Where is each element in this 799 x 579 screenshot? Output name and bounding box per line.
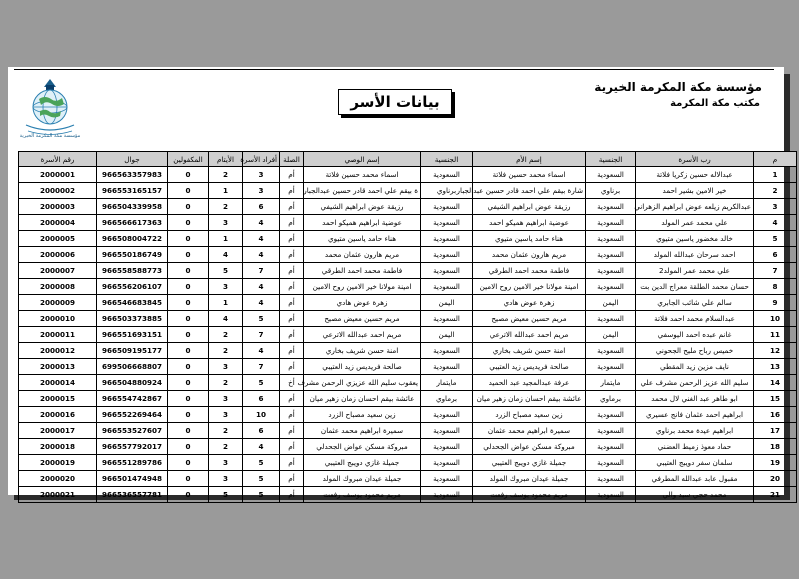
cell-head-of-family: عبدالسلام محمد احمد فلاتة	[636, 311, 754, 327]
cell-relation: أخ	[280, 375, 304, 391]
cell-family-members: 10	[243, 407, 280, 423]
cell-mother-name: فاطمة محمد احمد الطرقي	[473, 263, 586, 279]
table-row	[19, 471, 797, 487]
cell-mother-nationality: السعودية	[421, 247, 473, 263]
cell-orphans: 5	[209, 263, 243, 279]
cell-relation: أم	[280, 407, 304, 423]
col-header-family-members: أفراد الأسرة	[243, 152, 280, 167]
cell-relation: أم	[280, 263, 304, 279]
table-row	[19, 407, 797, 423]
cell-mother-name: هناء حامد ياسين متيوي	[473, 231, 586, 247]
table-row	[19, 279, 797, 295]
cell-head-of-family: محمد حجي سيد والي	[636, 487, 754, 503]
cell-index: 15	[754, 391, 797, 407]
cell-relation: أم	[280, 231, 304, 247]
cell-index: 1	[754, 167, 797, 183]
globe-emblem-icon	[20, 77, 80, 139]
cell-relation: أم	[280, 215, 304, 231]
cell-sponsored: 0	[168, 167, 209, 183]
cell-nationality: السعودية	[586, 215, 636, 231]
cell-guardian-name: زين سعيد مصباح الزرد	[304, 407, 421, 423]
cell-head-of-family: مقبول عابد عبدالله المطرفي	[636, 471, 754, 487]
cell-nationality: اليمن	[586, 327, 636, 343]
cell-relation: أم	[280, 279, 304, 295]
cell-orphans: 2	[209, 199, 243, 215]
cell-orphans: 3	[209, 407, 243, 423]
cell-head-of-family: احمد سرحان عبدالله المولد	[636, 247, 754, 263]
cell-mobile: 966553527607	[97, 423, 168, 439]
cell-family-number: 2000019	[19, 455, 97, 471]
table-row	[19, 359, 797, 375]
cell-index: 4	[754, 215, 797, 231]
cell-sponsored: 0	[168, 359, 209, 375]
cell-mother-nationality: برناوي	[421, 183, 473, 199]
cell-mobile: 699506668807	[97, 359, 168, 375]
cell-family-number: 2000011	[19, 327, 97, 343]
cell-relation: أم	[280, 183, 304, 199]
cell-family-members: 6	[243, 391, 280, 407]
cell-orphans: 3	[209, 359, 243, 375]
cell-head-of-family: خير الامين بشير احمد	[636, 183, 754, 199]
cell-family-number: 2000014	[19, 375, 97, 391]
col-header-mobile: جوال	[97, 152, 168, 167]
cell-head-of-family: عبدالاله حسين زكريا فلاتة	[636, 167, 754, 183]
cell-family-number: 2000009	[19, 295, 97, 311]
cell-orphans: 5	[209, 487, 243, 503]
table-row	[19, 263, 797, 279]
cell-relation: أم	[280, 247, 304, 263]
cell-family-members: 4	[243, 439, 280, 455]
cell-family-members: 4	[243, 247, 280, 263]
families-table	[18, 151, 797, 503]
col-header-relation: الصلة	[280, 152, 304, 167]
cell-head-of-family: سليم الله عزيز الرحمن مشرف علي	[636, 375, 754, 391]
cell-head-of-family: خميس رباح مليح الجحوني	[636, 343, 754, 359]
cell-sponsored: 0	[168, 407, 209, 423]
cell-family-members: 4	[243, 231, 280, 247]
cell-mobile: 966550186749	[97, 247, 168, 263]
cell-index: 12	[754, 343, 797, 359]
table-row	[19, 311, 797, 327]
cell-mother-nationality: السعودية	[421, 407, 473, 423]
cell-index: 3	[754, 199, 797, 215]
cell-head-of-family: سلمان سفر دويبج العتيبي	[636, 455, 754, 471]
cell-nationality: السعودية	[586, 231, 636, 247]
cell-guardian-name: مريم احمد عبدالله الاترعي	[304, 327, 421, 343]
cell-sponsored: 0	[168, 391, 209, 407]
cell-guardian-name: سميرة ابراهيم محمد عثمان	[304, 423, 421, 439]
cell-family-number: 2000006	[19, 247, 97, 263]
cell-orphans: 2	[209, 423, 243, 439]
logo-caption: مؤسسة مكة المكرمة الخيرية	[19, 133, 81, 139]
cell-mother-name: مريم هارون عثمان محمد	[473, 247, 586, 263]
cell-index: 21	[754, 487, 797, 503]
cell-orphans: 2	[209, 375, 243, 391]
cell-family-members: 4	[243, 215, 280, 231]
cell-mother-name: مبروكة مسكن عواض الجحدلي	[473, 439, 586, 455]
cell-sponsored: 0	[168, 215, 209, 231]
cell-guardian-name: مريم هارون عثمان محمد	[304, 247, 421, 263]
cell-nationality: برناوي	[586, 183, 636, 199]
cell-orphans: 2	[209, 167, 243, 183]
cell-head-of-family: ابو طاهر عبد الغني لال محمد	[636, 391, 754, 407]
cell-family-members: 6	[243, 423, 280, 439]
cell-index: 2	[754, 183, 797, 199]
cell-orphans: 3	[209, 215, 243, 231]
cell-guardian-name: صالحة فريديس زيد العتيبي	[304, 359, 421, 375]
cell-family-number: 2000013	[19, 359, 97, 375]
cell-index: 10	[754, 311, 797, 327]
cell-relation: أم	[280, 295, 304, 311]
cell-index: 5	[754, 231, 797, 247]
cell-family-members: 4	[243, 343, 280, 359]
cell-mobile: 966552269464	[97, 407, 168, 423]
cell-orphans: 4	[209, 311, 243, 327]
report-page	[8, 67, 784, 499]
table-row	[19, 343, 797, 359]
cell-guardian-name: فاطمة محمد احمد الطرقي	[304, 263, 421, 279]
cell-mother-name: شارة بيقم علي احمد قادر حسين عبدالجبار	[473, 183, 586, 199]
cell-orphans: 3	[209, 471, 243, 487]
cell-relation: أم	[280, 391, 304, 407]
cell-family-number: 2000008	[19, 279, 97, 295]
cell-nationality: اليمن	[586, 295, 636, 311]
cell-mother-nationality: السعودية	[421, 231, 473, 247]
cell-nationality: السعودية	[586, 423, 636, 439]
cell-orphans: 1	[209, 183, 243, 199]
cell-family-number: 2000005	[19, 231, 97, 247]
cell-family-number: 2000001	[19, 167, 97, 183]
cell-head-of-family: ابراهيم احمد عثمان فانج عسيري	[636, 407, 754, 423]
col-header-index: م	[754, 152, 797, 167]
cell-mother-nationality: السعودية	[421, 439, 473, 455]
table-row	[19, 487, 797, 503]
cell-guardian-name: جميلة غازي دويبج العتيبي	[304, 455, 421, 471]
col-header-guardian-name: إسم الوصي	[304, 152, 421, 167]
cell-mother-name: سميرة ابراهيم محمد عثمان	[473, 423, 586, 439]
cell-sponsored: 0	[168, 295, 209, 311]
table-row	[19, 423, 797, 439]
cell-family-number: 2000002	[19, 183, 97, 199]
cell-family-members: 5	[243, 487, 280, 503]
cell-family-number: 2000007	[19, 263, 97, 279]
col-header-mother-nationality: الجنسية	[421, 152, 473, 167]
cell-mobile: 966566617363	[97, 215, 168, 231]
table-row	[19, 247, 797, 263]
cell-mobile: 966551693151	[97, 327, 168, 343]
cell-mother-nationality: اليمن	[421, 327, 473, 343]
top-rule	[14, 69, 774, 70]
cell-head-of-family: خالد مخضور ياسين متيوي	[636, 231, 754, 247]
cell-head-of-family: نايف مزين زيد المقطي	[636, 359, 754, 375]
cell-family-number: 2000016	[19, 407, 97, 423]
cell-mother-name: مريم محمود يوسف رفعت	[473, 487, 586, 503]
cell-mother-nationality: السعودية	[421, 263, 473, 279]
cell-family-number: 2000018	[19, 439, 97, 455]
cell-sponsored: 0	[168, 231, 209, 247]
cell-mother-name: عائشة بيقم احسان زمان زهير ميان	[473, 391, 586, 407]
col-header-mother-name: إسم الأم	[473, 152, 586, 167]
organization-name: مؤسسة مكة المكرمة الخيرية	[594, 80, 762, 94]
cell-relation: أم	[280, 311, 304, 327]
cell-guardian-name: اسماء محمد حسين فلاتة	[304, 167, 421, 183]
cell-mother-name: صالحة فريديس زيد العتيبي	[473, 359, 586, 375]
cell-mobile: 966504339958	[97, 199, 168, 215]
cell-sponsored: 0	[168, 455, 209, 471]
table-row	[19, 199, 797, 215]
col-header-family-number: رقم الأسرة	[19, 152, 97, 167]
cell-orphans: 2	[209, 343, 243, 359]
cell-mother-nationality: السعودية	[421, 455, 473, 471]
cell-mother-name: مريم حسين معيض مصيح	[473, 311, 586, 327]
cell-mobile: 966501474948	[97, 471, 168, 487]
cell-mobile: 966503373885	[97, 311, 168, 327]
cell-orphans: 1	[209, 295, 243, 311]
cell-family-members: 5	[243, 375, 280, 391]
table-body	[19, 167, 797, 503]
table-row	[19, 391, 797, 407]
cell-nationality: السعودية	[586, 199, 636, 215]
cell-mother-name: جميلة عيدان مبروك المولد	[473, 471, 586, 487]
cell-nationality: السعودية	[586, 359, 636, 375]
cell-mobile: 966553165157	[97, 183, 168, 199]
cell-mother-nationality: السعودية	[421, 471, 473, 487]
cell-nationality: السعودية	[586, 311, 636, 327]
table-row	[19, 231, 797, 247]
cell-nationality: السعودية	[586, 407, 636, 423]
cell-family-members: 5	[243, 311, 280, 327]
cell-family-number: 2000021	[19, 487, 97, 503]
cell-mother-name: عرفة عبدالمجيد عبد الحميد	[473, 375, 586, 391]
cell-orphans: 4	[209, 247, 243, 263]
cell-index: 13	[754, 359, 797, 375]
cell-sponsored: 0	[168, 439, 209, 455]
col-header-head-of-family: رب الأسرة	[636, 152, 754, 167]
cell-mother-nationality: السعودية	[421, 279, 473, 295]
cell-mother-nationality: السعودية	[421, 343, 473, 359]
cell-nationality: السعودية	[586, 471, 636, 487]
cell-guardian-name: عائشة بيقم احسان زمان زهير ميان	[304, 391, 421, 407]
cell-nationality: السعودية	[586, 247, 636, 263]
cell-family-members: 5	[243, 471, 280, 487]
cell-sponsored: 0	[168, 327, 209, 343]
cell-sponsored: 0	[168, 471, 209, 487]
cell-nationality: مايتمار	[586, 375, 636, 391]
cell-family-members: 3	[243, 167, 280, 183]
cell-index: 17	[754, 423, 797, 439]
cell-mother-nationality: السعودية	[421, 487, 473, 503]
cell-sponsored: 0	[168, 375, 209, 391]
cell-sponsored: 0	[168, 423, 209, 439]
table-row	[19, 375, 797, 391]
table-row	[19, 183, 797, 199]
cell-sponsored: 0	[168, 199, 209, 215]
cell-head-of-family: ابراهيم عيدة محمد برناوي	[636, 423, 754, 439]
col-header-orphans: الأيتام	[209, 152, 243, 167]
table-row	[19, 455, 797, 471]
cell-sponsored: 0	[168, 487, 209, 503]
cell-head-of-family: علي محمد عمر المولد2	[636, 263, 754, 279]
cell-family-members: 7	[243, 263, 280, 279]
cell-mobile: 966563357983	[97, 167, 168, 183]
cell-index: 20	[754, 471, 797, 487]
cell-family-members: 7	[243, 359, 280, 375]
cell-head-of-family: حسان محمد الطلقة معراج الدين بت	[636, 279, 754, 295]
cell-index: 11	[754, 327, 797, 343]
table-row	[19, 215, 797, 231]
cell-family-members: 4	[243, 279, 280, 295]
cell-head-of-family: عبدالكريم زيلعه عوض ابراهيم الزهراني	[636, 199, 754, 215]
cell-head-of-family: حماد معوذ زميط العضني	[636, 439, 754, 455]
cell-orphans: 3	[209, 279, 243, 295]
cell-mobile: 966509195177	[97, 343, 168, 359]
cell-relation: أم	[280, 439, 304, 455]
cell-mother-name: زهرة عوض هادي	[473, 295, 586, 311]
cell-family-members: 5	[243, 455, 280, 471]
cell-relation: أم	[280, 343, 304, 359]
cell-mother-nationality: برماوي	[421, 391, 473, 407]
cell-guardian-name: مريم محمود يوسف رفعت	[304, 487, 421, 503]
cell-family-number: 2000015	[19, 391, 97, 407]
cell-family-members: 6	[243, 199, 280, 215]
table-header-row	[19, 152, 797, 167]
cell-mobile: 966557792017	[97, 439, 168, 455]
cell-index: 6	[754, 247, 797, 263]
cell-guardian-name: جميلة عيدان مبروك المولد	[304, 471, 421, 487]
cell-mobile: 966556206107	[97, 279, 168, 295]
cell-nationality: السعودية	[586, 439, 636, 455]
cell-relation: أم	[280, 199, 304, 215]
cell-mother-name: رزيقة عوض ابراهيم الشيفي	[473, 199, 586, 215]
cell-relation: أم	[280, 327, 304, 343]
report-title: بيانات الأسر	[338, 89, 452, 115]
cell-sponsored: 0	[168, 183, 209, 199]
cell-mobile: 966554742867	[97, 391, 168, 407]
cell-mother-nationality: اليمن	[421, 295, 473, 311]
cell-index: 7	[754, 263, 797, 279]
col-header-nationality: الجنسية	[586, 152, 636, 167]
cell-index: 16	[754, 407, 797, 423]
cell-guardian-name: هناء حامد ياسين متيوي	[304, 231, 421, 247]
cell-relation: أم	[280, 359, 304, 375]
cell-nationality: السعودية	[586, 167, 636, 183]
cell-guardian-name: زهرة عوض هادي	[304, 295, 421, 311]
cell-guardian-name: مريم حسين معيض مصيح	[304, 311, 421, 327]
cell-relation: أم	[280, 423, 304, 439]
cell-head-of-family: سالم علي شائب الجابري	[636, 295, 754, 311]
cell-index: 19	[754, 455, 797, 471]
cell-family-number: 2000020	[19, 471, 97, 487]
cell-mother-name: امنة حسن شريف بخاري	[473, 343, 586, 359]
cell-nationality: السعودية	[586, 487, 636, 503]
cell-mother-name: مريم احمد عبدالله الاترعي	[473, 327, 586, 343]
cell-family-members: 7	[243, 327, 280, 343]
cell-nationality: السعودية	[586, 279, 636, 295]
cell-guardian-name: ة بيقم علي احمد قادر حسين عبدالجبار	[304, 183, 421, 199]
cell-family-number: 2000004	[19, 215, 97, 231]
cell-orphans: 3	[209, 455, 243, 471]
cell-sponsored: 0	[168, 247, 209, 263]
cell-relation: أم	[280, 167, 304, 183]
cell-mobile: 966508004722	[97, 231, 168, 247]
cell-nationality: السعودية	[586, 343, 636, 359]
cell-family-members: 4	[243, 295, 280, 311]
office-name: مكتب مكة المكرمة	[670, 98, 760, 109]
cell-mother-name: جميلة غازي دويبج العتيبي	[473, 455, 586, 471]
table-row	[19, 327, 797, 343]
cell-mobile: 966546683845	[97, 295, 168, 311]
cell-guardian-name: يعقوب سليم الله عزيزي الرحمن مشرف	[304, 375, 421, 391]
cell-family-number: 2000003	[19, 199, 97, 215]
cell-orphans: 2	[209, 439, 243, 455]
cell-mother-nationality: السعودية	[421, 215, 473, 231]
cell-family-members: 3	[243, 183, 280, 199]
cell-mobile: 966558588773	[97, 263, 168, 279]
cell-index: 18	[754, 439, 797, 455]
cell-sponsored: 0	[168, 279, 209, 295]
col-header-sponsored: المكفولين	[168, 152, 209, 167]
cell-head-of-family: علي محمد عمر المولد	[636, 215, 754, 231]
cell-index: 14	[754, 375, 797, 391]
cell-family-number: 2000012	[19, 343, 97, 359]
cell-relation: أم	[280, 471, 304, 487]
cell-mother-nationality: السعودية	[421, 423, 473, 439]
cell-guardian-name: عوضية ابراهيم هميكو احمد	[304, 215, 421, 231]
cell-mother-name: امينة مولانا خير الامين روح الامين	[473, 279, 586, 295]
cell-mother-name: اسماء محمد حسين فلاتة	[473, 167, 586, 183]
cell-family-number: 2000010	[19, 311, 97, 327]
cell-sponsored: 0	[168, 311, 209, 327]
cell-mobile: 966536557781	[97, 487, 168, 503]
cell-orphans: 2	[209, 327, 243, 343]
cell-orphans: 1	[209, 231, 243, 247]
cell-mother-name: عوضية ابراهيم هميكو احمد	[473, 215, 586, 231]
cell-guardian-name: امنة حسن شريف بخاري	[304, 343, 421, 359]
cell-mother-nationality: مايتمار	[421, 375, 473, 391]
cell-nationality: السعودية	[586, 455, 636, 471]
cell-mother-nationality: السعودية	[421, 167, 473, 183]
cell-head-of-family: غانم عبده احمد اليوسفي	[636, 327, 754, 343]
cell-mother-nationality: السعودية	[421, 311, 473, 327]
cell-guardian-name: مبروكة مسكن عواض الجحدلي	[304, 439, 421, 455]
cell-mobile: 966551289786	[97, 455, 168, 471]
cell-mother-nationality: السعودية	[421, 359, 473, 375]
cell-relation: أم	[280, 487, 304, 503]
cell-guardian-name: امينة مولانا خير الامين روح الامين	[304, 279, 421, 295]
table-row	[19, 167, 797, 183]
cell-nationality: السعودية	[586, 263, 636, 279]
cell-index: 8	[754, 279, 797, 295]
cell-sponsored: 0	[168, 263, 209, 279]
cell-mobile: 966504880924	[97, 375, 168, 391]
cell-mother-name: زين سعيد مصباح الزرد	[473, 407, 586, 423]
cell-sponsored: 0	[168, 343, 209, 359]
cell-guardian-name: رزيقة عوض ابراهيم الشيفي	[304, 199, 421, 215]
cell-family-number: 2000017	[19, 423, 97, 439]
cell-index: 9	[754, 295, 797, 311]
cell-orphans: 3	[209, 391, 243, 407]
table-row	[19, 295, 797, 311]
cell-relation: أم	[280, 455, 304, 471]
table-row	[19, 439, 797, 455]
cell-nationality: برماوي	[586, 391, 636, 407]
cell-mother-nationality: السعودية	[421, 199, 473, 215]
